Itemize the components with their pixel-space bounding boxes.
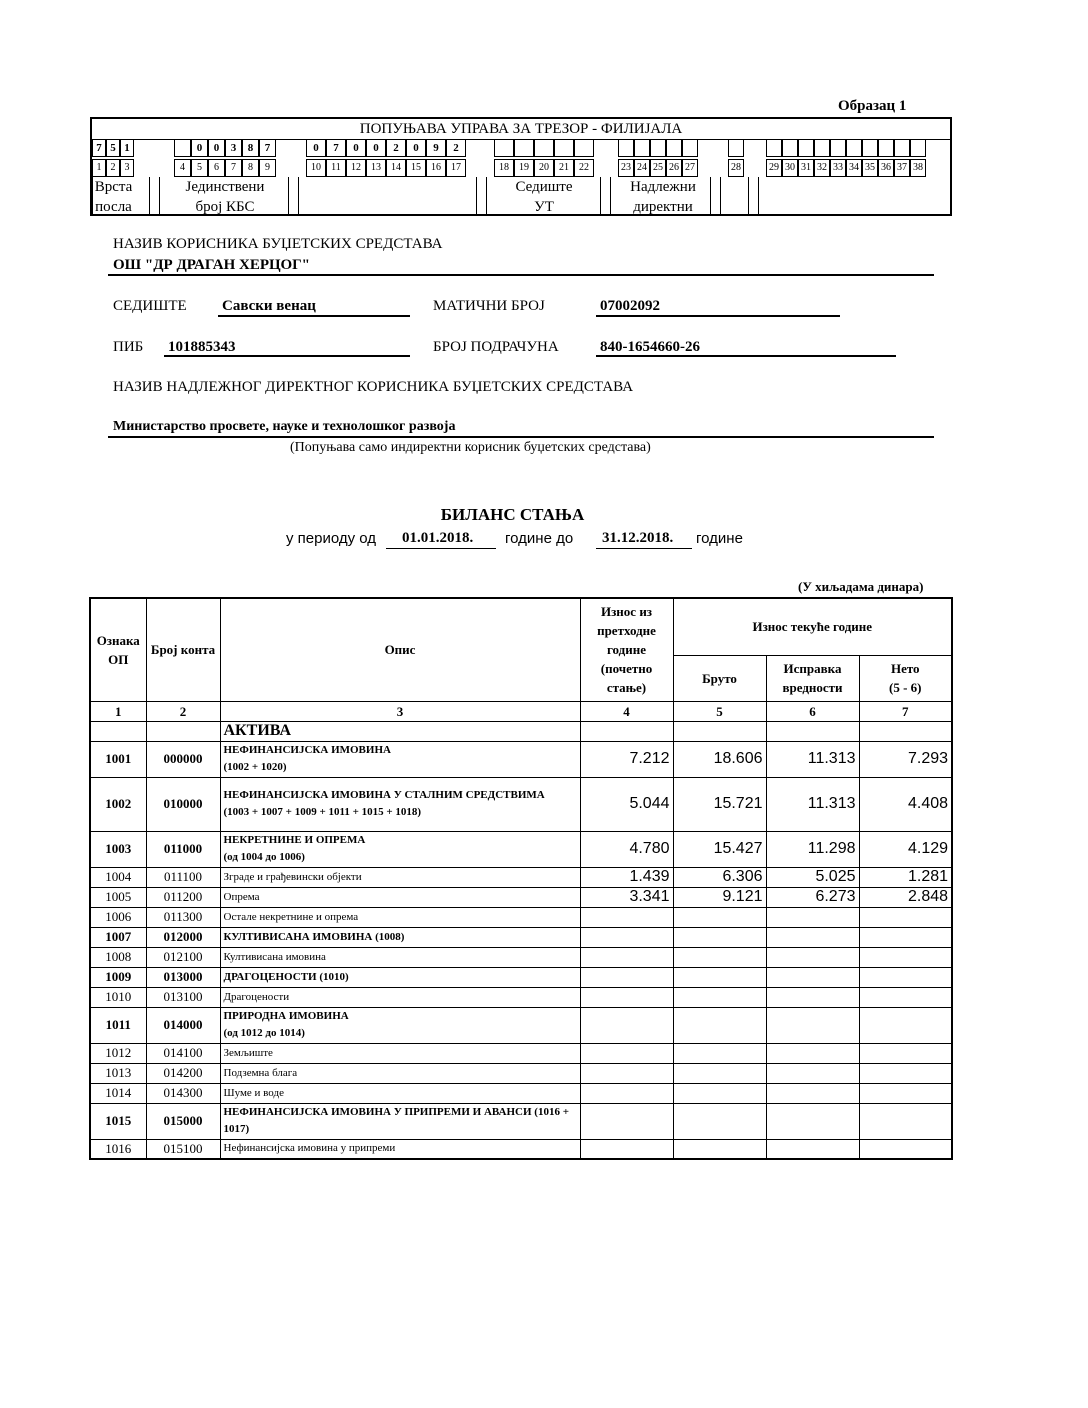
- grid-label-ut-2: УТ: [534, 199, 554, 215]
- opis-cell: [220, 741, 580, 777]
- code-digit-cell: [782, 139, 798, 157]
- opis-text: НЕКРЕТНИНЕ И ОПРЕМА: [223, 834, 366, 846]
- konto-cell: 014000: [146, 1007, 220, 1043]
- neto-cell: 1.281: [859, 867, 952, 887]
- table-row: [90, 987, 952, 1007]
- neto-cell: 4.408: [859, 777, 952, 831]
- neto-cell: [859, 1063, 952, 1083]
- code-position-number: 38: [910, 159, 926, 177]
- code-digit-cell: [814, 139, 830, 157]
- konto-cell: 015000: [146, 1103, 220, 1139]
- opis-cell: [220, 887, 580, 907]
- ispravka-cell: 5.025: [766, 867, 859, 887]
- code-digit-cell: 0: [406, 139, 426, 157]
- grid-label-dir-1: Надлежни: [630, 179, 696, 195]
- code-position-number: 18: [494, 159, 514, 177]
- code-digit-cell: 3: [225, 139, 242, 157]
- ispravka-cell: [766, 1043, 859, 1063]
- code-position-number: 2: [106, 159, 120, 177]
- ispravka-cell: [766, 947, 859, 967]
- period-prefix: у периоду од: [286, 530, 377, 547]
- code-position-number: 32: [814, 159, 830, 177]
- neto-cell: 4.129: [859, 831, 952, 867]
- code-position-number: 8: [242, 159, 259, 177]
- ispravka-cell: 11.313: [766, 777, 859, 831]
- opis-text: КУЛТИВИСАНА ИМОВИНА (1008): [223, 930, 405, 943]
- ispravka-cell: [766, 1007, 859, 1043]
- opis-text: Култивисана имовина: [223, 950, 326, 963]
- period-to: 31.12.2018.: [602, 530, 674, 546]
- code-digit-cell: 0: [366, 139, 386, 157]
- section-row: [90, 721, 952, 741]
- ispravka-cell: [766, 1083, 859, 1103]
- code-digit-cell: 2: [446, 139, 466, 157]
- opis-sub: (1002 + 1020): [223, 761, 287, 773]
- opis-text: Опрема: [223, 890, 260, 903]
- neto-cell: [859, 1139, 952, 1159]
- op-cell: 1014: [90, 1083, 146, 1103]
- code-digit-cell: 7: [92, 139, 106, 157]
- code-position-number: 19: [514, 159, 534, 177]
- opis-text: Подземна блага: [223, 1066, 298, 1079]
- mb-underline: [596, 315, 840, 317]
- neto-cell: [859, 927, 952, 947]
- code-digit-cell: [666, 139, 682, 157]
- seat-underline: [218, 315, 410, 317]
- grid-divider: [710, 177, 711, 216]
- neto-cell: [859, 947, 952, 967]
- op-cell: 1005: [90, 887, 146, 907]
- code-position-number: 17: [446, 159, 466, 177]
- code-position-number: 10: [306, 159, 326, 177]
- table-row: [90, 741, 952, 777]
- seat-label: СЕДИШТЕ: [113, 298, 187, 314]
- grid-divider: [159, 177, 160, 216]
- konto-cell: 011300: [146, 907, 220, 927]
- bruto-cell: [673, 1007, 766, 1043]
- op-cell: 1007: [90, 927, 146, 947]
- op-cell: 1012: [90, 1043, 146, 1063]
- konto-cell: 011100: [146, 867, 220, 887]
- table-row: [90, 1139, 952, 1159]
- code-position-number: 3: [120, 159, 134, 177]
- konto-cell: 000000: [146, 741, 220, 777]
- ispravka-cell: [766, 967, 859, 987]
- table-row: [90, 967, 952, 987]
- prev-cell: [580, 927, 673, 947]
- code-position-number: 13: [366, 159, 386, 177]
- grid-divider: [720, 177, 721, 216]
- neto-cell: 2.848: [859, 887, 952, 907]
- opis-text: Драгоцености: [223, 990, 290, 1003]
- seat-value: Савски венац: [222, 298, 316, 314]
- code-digit-cell: [682, 139, 698, 157]
- code-position-number: 20: [534, 159, 554, 177]
- op-cell: 1009: [90, 967, 146, 987]
- op-cell: 1004: [90, 867, 146, 887]
- code-position-number: 31: [798, 159, 814, 177]
- code-digit-cell: 1: [120, 139, 134, 157]
- grid-divider: [298, 177, 299, 216]
- ispravka-cell: [766, 1063, 859, 1083]
- page-title: БИЛАНС СТАЊА: [440, 505, 585, 524]
- grid-divider: [486, 177, 487, 216]
- bruto-cell: 15.721: [673, 777, 766, 831]
- ispravka-cell: 11.298: [766, 831, 859, 867]
- bruto-cell: [673, 987, 766, 1007]
- table-row: [90, 1083, 952, 1103]
- grid-divider: [748, 177, 749, 216]
- opis-text: ДРАГОЦЕНОСТИ (1010): [223, 970, 349, 983]
- opis-sub: (од 1012 до 1014): [223, 1027, 305, 1039]
- code-digit-cell: [650, 139, 666, 157]
- prev-cell: [580, 1007, 673, 1043]
- header-op: Ознака ОП: [90, 598, 146, 701]
- code-digit-cell: 0: [346, 139, 366, 157]
- account-label: БРОЈ ПОДРАЧУНА: [433, 339, 559, 355]
- grid-label-dir-2: директни: [633, 199, 693, 215]
- op-cell: 1016: [90, 1139, 146, 1159]
- bruto-cell: 9.121: [673, 887, 766, 907]
- form-label: Образац 1: [838, 98, 907, 114]
- header-prev: Износ из претходне године (почетно стање): [580, 598, 673, 701]
- table-row: [90, 1007, 952, 1043]
- code-digit-cell: [634, 139, 650, 157]
- code-position-number: 14: [386, 159, 406, 177]
- entity-name-underline: [108, 274, 934, 276]
- table-row: [90, 1043, 952, 1063]
- grid-label-kbs-1: Јединствени: [185, 179, 265, 195]
- op-cell: 1001: [90, 741, 146, 777]
- konto-cell: 012100: [146, 947, 220, 967]
- bruto-cell: [673, 927, 766, 947]
- header-ispravka: Исправка вредности: [766, 655, 859, 701]
- opis-cell: [220, 947, 580, 967]
- neto-cell: [859, 1007, 952, 1043]
- table-row: [90, 777, 952, 831]
- code-digit-cell: 7: [326, 139, 346, 157]
- grid-label-kbs-2: број КБС: [195, 199, 255, 215]
- konto-cell: 011000: [146, 831, 220, 867]
- prev-cell: [580, 987, 673, 1007]
- opis-cell: [220, 1043, 580, 1063]
- opis-text: НЕФИНАНСИЈСКА ИМОВИНА У ПРИПРЕМИ И АВАНСИ (1016 + 1017): [223, 1106, 569, 1135]
- entity-name-label: НАЗИВ КОРИСНИКА БУЏЕТСКИХ СРЕДСТАВА: [113, 236, 443, 252]
- prev-cell: 1.439: [580, 867, 673, 887]
- konto-cell: 010000: [146, 777, 220, 831]
- neto-cell: [859, 967, 952, 987]
- ispravka-cell: [766, 927, 859, 947]
- code-digit-cell: [618, 139, 634, 157]
- code-digit-cell: [534, 139, 554, 157]
- code-position-number: 9: [259, 159, 276, 177]
- opis-cell: [220, 1103, 580, 1139]
- code-digit-cell: [766, 139, 782, 157]
- neto-cell: [859, 907, 952, 927]
- bruto-cell: [673, 907, 766, 927]
- bruto-cell: [673, 1139, 766, 1159]
- opis-text: Нефинансијска имовина у припреми: [223, 1142, 396, 1155]
- col-number: 7: [859, 701, 952, 721]
- opis-cell: [220, 1139, 580, 1159]
- period-to-underline: [596, 548, 692, 549]
- grid-label-ut-1: Седиште: [515, 179, 573, 195]
- code-position-number: 5: [191, 159, 208, 177]
- prev-cell: [580, 947, 673, 967]
- period-from-underline: [386, 548, 496, 549]
- bruto-cell: [673, 947, 766, 967]
- bruto-cell: 15.427: [673, 831, 766, 867]
- table-row: [90, 1063, 952, 1083]
- header-neto: [859, 655, 952, 701]
- code-digit-cell: 8: [242, 139, 259, 157]
- op-cell: 1013: [90, 1063, 146, 1083]
- mb-value: 07002092: [600, 298, 660, 314]
- pib-label: ПИБ: [113, 339, 144, 355]
- opis-cell: [220, 987, 580, 1007]
- col-number: 5: [673, 701, 766, 721]
- prev-cell: 5.044: [580, 777, 673, 831]
- header-bruto: Бруто: [673, 655, 766, 701]
- col-number: 6: [766, 701, 859, 721]
- table-row: [90, 907, 952, 927]
- code-position-number: 22: [574, 159, 594, 177]
- code-position-number: 28: [728, 159, 744, 177]
- code-digit-cell: [514, 139, 534, 157]
- grid-divider: [288, 177, 289, 216]
- direct-label: НАЗИВ НАДЛЕЖНОГ ДИРЕКТНОГ КОРИСНИКА БУЏЕТСКИХ СРЕДСТАВА: [113, 379, 634, 395]
- period-middle: године до: [505, 530, 574, 547]
- column-numbers-row: [90, 701, 952, 721]
- balance-table: [89, 597, 953, 1160]
- opis-cell: [220, 967, 580, 987]
- opis-text: Остале некретнине и опрема: [223, 910, 359, 923]
- konto-cell: 014200: [146, 1063, 220, 1083]
- code-position-number: 33: [830, 159, 846, 177]
- table-row: [90, 831, 952, 867]
- col-number: 2: [146, 701, 220, 721]
- code-position-number: 4: [174, 159, 191, 177]
- col-number: 1: [90, 701, 146, 721]
- neto-cell: [859, 987, 952, 1007]
- treasury-header: ПОПУЊАВА УПРАВА ЗА ТРЕЗОР - ФИЛИЈАЛА: [92, 119, 950, 140]
- col-number: 4: [580, 701, 673, 721]
- code-position-number: 30: [782, 159, 798, 177]
- konto-cell: 014100: [146, 1043, 220, 1063]
- code-digit-cell: [798, 139, 814, 157]
- konto-cell: 014300: [146, 1083, 220, 1103]
- code-digit-cell: [554, 139, 574, 157]
- code-digit-cell: 9: [426, 139, 446, 157]
- prev-cell: 7.212: [580, 741, 673, 777]
- code-position-number: 11: [326, 159, 346, 177]
- code-digit-cell: [830, 139, 846, 157]
- grid-divider: [610, 177, 611, 216]
- code-position-number: 34: [846, 159, 862, 177]
- direct-note: (Попуњава само индиректни корисник буџетских средстава): [290, 440, 651, 455]
- op-cell: 1011: [90, 1007, 146, 1043]
- header-konto: Број конта: [146, 598, 220, 701]
- code-position-number: 6: [208, 159, 225, 177]
- code-position-number: 15: [406, 159, 426, 177]
- ispravka-cell: [766, 907, 859, 927]
- code-position-number: 1: [92, 159, 106, 177]
- prev-cell: [580, 1083, 673, 1103]
- opis-cell: [220, 907, 580, 927]
- code-digit-cell: [728, 139, 744, 157]
- grid-divider: [600, 177, 601, 216]
- prev-cell: 3.341: [580, 887, 673, 907]
- op-cell: 1010: [90, 987, 146, 1007]
- code-position-number: 37: [894, 159, 910, 177]
- code-digit-cell: [494, 139, 514, 157]
- account-value: 840-1654660-26: [600, 339, 700, 355]
- header-opis: Опис: [220, 598, 580, 701]
- neto-cell: [859, 1103, 952, 1139]
- prev-cell: 4.780: [580, 831, 673, 867]
- table-row: [90, 927, 952, 947]
- opis-text: НЕФИНАНСИЈСКА ИМОВИНА У СТАЛНИМ СРЕДСТВИМА: [223, 789, 545, 801]
- neto-cell: [859, 1043, 952, 1063]
- bruto-cell: [673, 1083, 766, 1103]
- code-digit-cell: 0: [208, 139, 225, 157]
- prev-cell: [580, 1103, 673, 1139]
- bruto-cell: [673, 1043, 766, 1063]
- opis-text: Земљиште: [223, 1046, 273, 1059]
- op-cell: 1006: [90, 907, 146, 927]
- opis-cell: [220, 867, 580, 887]
- opis-text: Зграде и грађевински објекти: [223, 870, 362, 883]
- grid-divider: [149, 177, 150, 216]
- code-digit-cell: [174, 139, 191, 157]
- col-number: 3: [220, 701, 580, 721]
- code-digit-cell: [910, 139, 926, 157]
- code-position-number: 26: [666, 159, 682, 177]
- period-from: 01.01.2018.: [402, 530, 474, 546]
- opis-text: ПРИРОДНА ИМОВИНА: [223, 1010, 349, 1022]
- code-digit-cell: 0: [306, 139, 326, 157]
- konto-cell: 013000: [146, 967, 220, 987]
- ispravka-cell: 6.273: [766, 887, 859, 907]
- konto-cell: 012000: [146, 927, 220, 947]
- table-row: [90, 887, 952, 907]
- code-position-number: 21: [554, 159, 574, 177]
- header-neto-sub: (5 - 6): [889, 680, 922, 695]
- bruto-cell: [673, 1103, 766, 1139]
- opis-text: Шуме и воде: [223, 1086, 284, 1099]
- grid-label-vrsta-1: Врста: [94, 179, 133, 195]
- section-label: АКТИВА: [220, 721, 580, 741]
- code-position-number: 7: [225, 159, 242, 177]
- prev-cell: [580, 907, 673, 927]
- treasury-code-grid: [90, 117, 952, 216]
- header-neto-label: Нето: [890, 661, 920, 676]
- code-digit-cell: 7: [259, 139, 276, 157]
- opis-cell: [220, 1007, 580, 1043]
- direct-value: Министарство просвете, науке и технолошког развоја: [113, 419, 456, 434]
- code-position-number: 12: [346, 159, 366, 177]
- neto-cell: 7.293: [859, 741, 952, 777]
- ispravka-cell: [766, 987, 859, 1007]
- prev-cell: [580, 1043, 673, 1063]
- prev-cell: [580, 967, 673, 987]
- table-row: [90, 947, 952, 967]
- code-digit-cell: [846, 139, 862, 157]
- table-row: [90, 867, 952, 887]
- code-digit-cell: [894, 139, 910, 157]
- opis-cell: [220, 1063, 580, 1083]
- konto-cell: 015100: [146, 1139, 220, 1159]
- code-position-number: 35: [862, 159, 878, 177]
- code-position-number: 29: [766, 159, 782, 177]
- code-digit-cell: [574, 139, 594, 157]
- neto-cell: [859, 1083, 952, 1103]
- header-current: Износ текуће године: [673, 598, 952, 655]
- prev-cell: [580, 1139, 673, 1159]
- code-position-number: 24: [634, 159, 650, 177]
- prev-cell: [580, 1063, 673, 1083]
- opis-sub: (од 1004 до 1006): [223, 851, 305, 863]
- grid-label-vrsta-2: посла: [95, 199, 132, 215]
- opis-text: НЕФИНАНСИЈСКА ИМОВИНА: [223, 744, 391, 756]
- code-position-number: 36: [878, 159, 894, 177]
- code-position-number: 27: [682, 159, 698, 177]
- code-position-number: 16: [426, 159, 446, 177]
- code-digit-cell: 2: [386, 139, 406, 157]
- code-position-number: 25: [650, 159, 666, 177]
- table-row: [90, 1103, 952, 1139]
- opis-cell: [220, 831, 580, 867]
- op-cell: 1003: [90, 831, 146, 867]
- bruto-cell: [673, 967, 766, 987]
- units-note: (У хиљадама динара): [798, 579, 924, 594]
- opis-cell: [220, 777, 580, 831]
- konto-cell: 013100: [146, 987, 220, 1007]
- op-cell: 1002: [90, 777, 146, 831]
- konto-cell: 011200: [146, 887, 220, 907]
- pib-underline: [164, 355, 410, 357]
- code-digit-cell: [878, 139, 894, 157]
- pib-value: 101885343: [168, 339, 236, 355]
- account-underline: [596, 355, 896, 357]
- entity-name-value: ОШ "ДР ДРАГАН ХЕРЦОГ": [113, 257, 311, 273]
- opis-cell: [220, 1083, 580, 1103]
- ispravka-cell: [766, 1103, 859, 1139]
- bruto-cell: [673, 1063, 766, 1083]
- period-suffix: године: [696, 530, 743, 547]
- direct-underline: [108, 436, 934, 438]
- bruto-cell: 6.306: [673, 867, 766, 887]
- bruto-cell: 18.606: [673, 741, 766, 777]
- op-cell: 1015: [90, 1103, 146, 1139]
- ispravka-cell: [766, 1139, 859, 1159]
- code-digit-cell: 0: [191, 139, 208, 157]
- code-digit-cell: 5: [106, 139, 120, 157]
- opis-sub: (1003 + 1007 + 1009 + 1011 + 1015 + 1018): [223, 806, 422, 818]
- code-digit-cell: [862, 139, 878, 157]
- code-position-number: 23: [618, 159, 634, 177]
- opis-cell: [220, 927, 580, 947]
- grid-divider: [476, 177, 477, 216]
- op-cell: 1008: [90, 947, 146, 967]
- ispravka-cell: 11.313: [766, 741, 859, 777]
- mb-label: МАТИЧНИ БРОЈ: [433, 298, 545, 314]
- grid-divider: [758, 177, 759, 216]
